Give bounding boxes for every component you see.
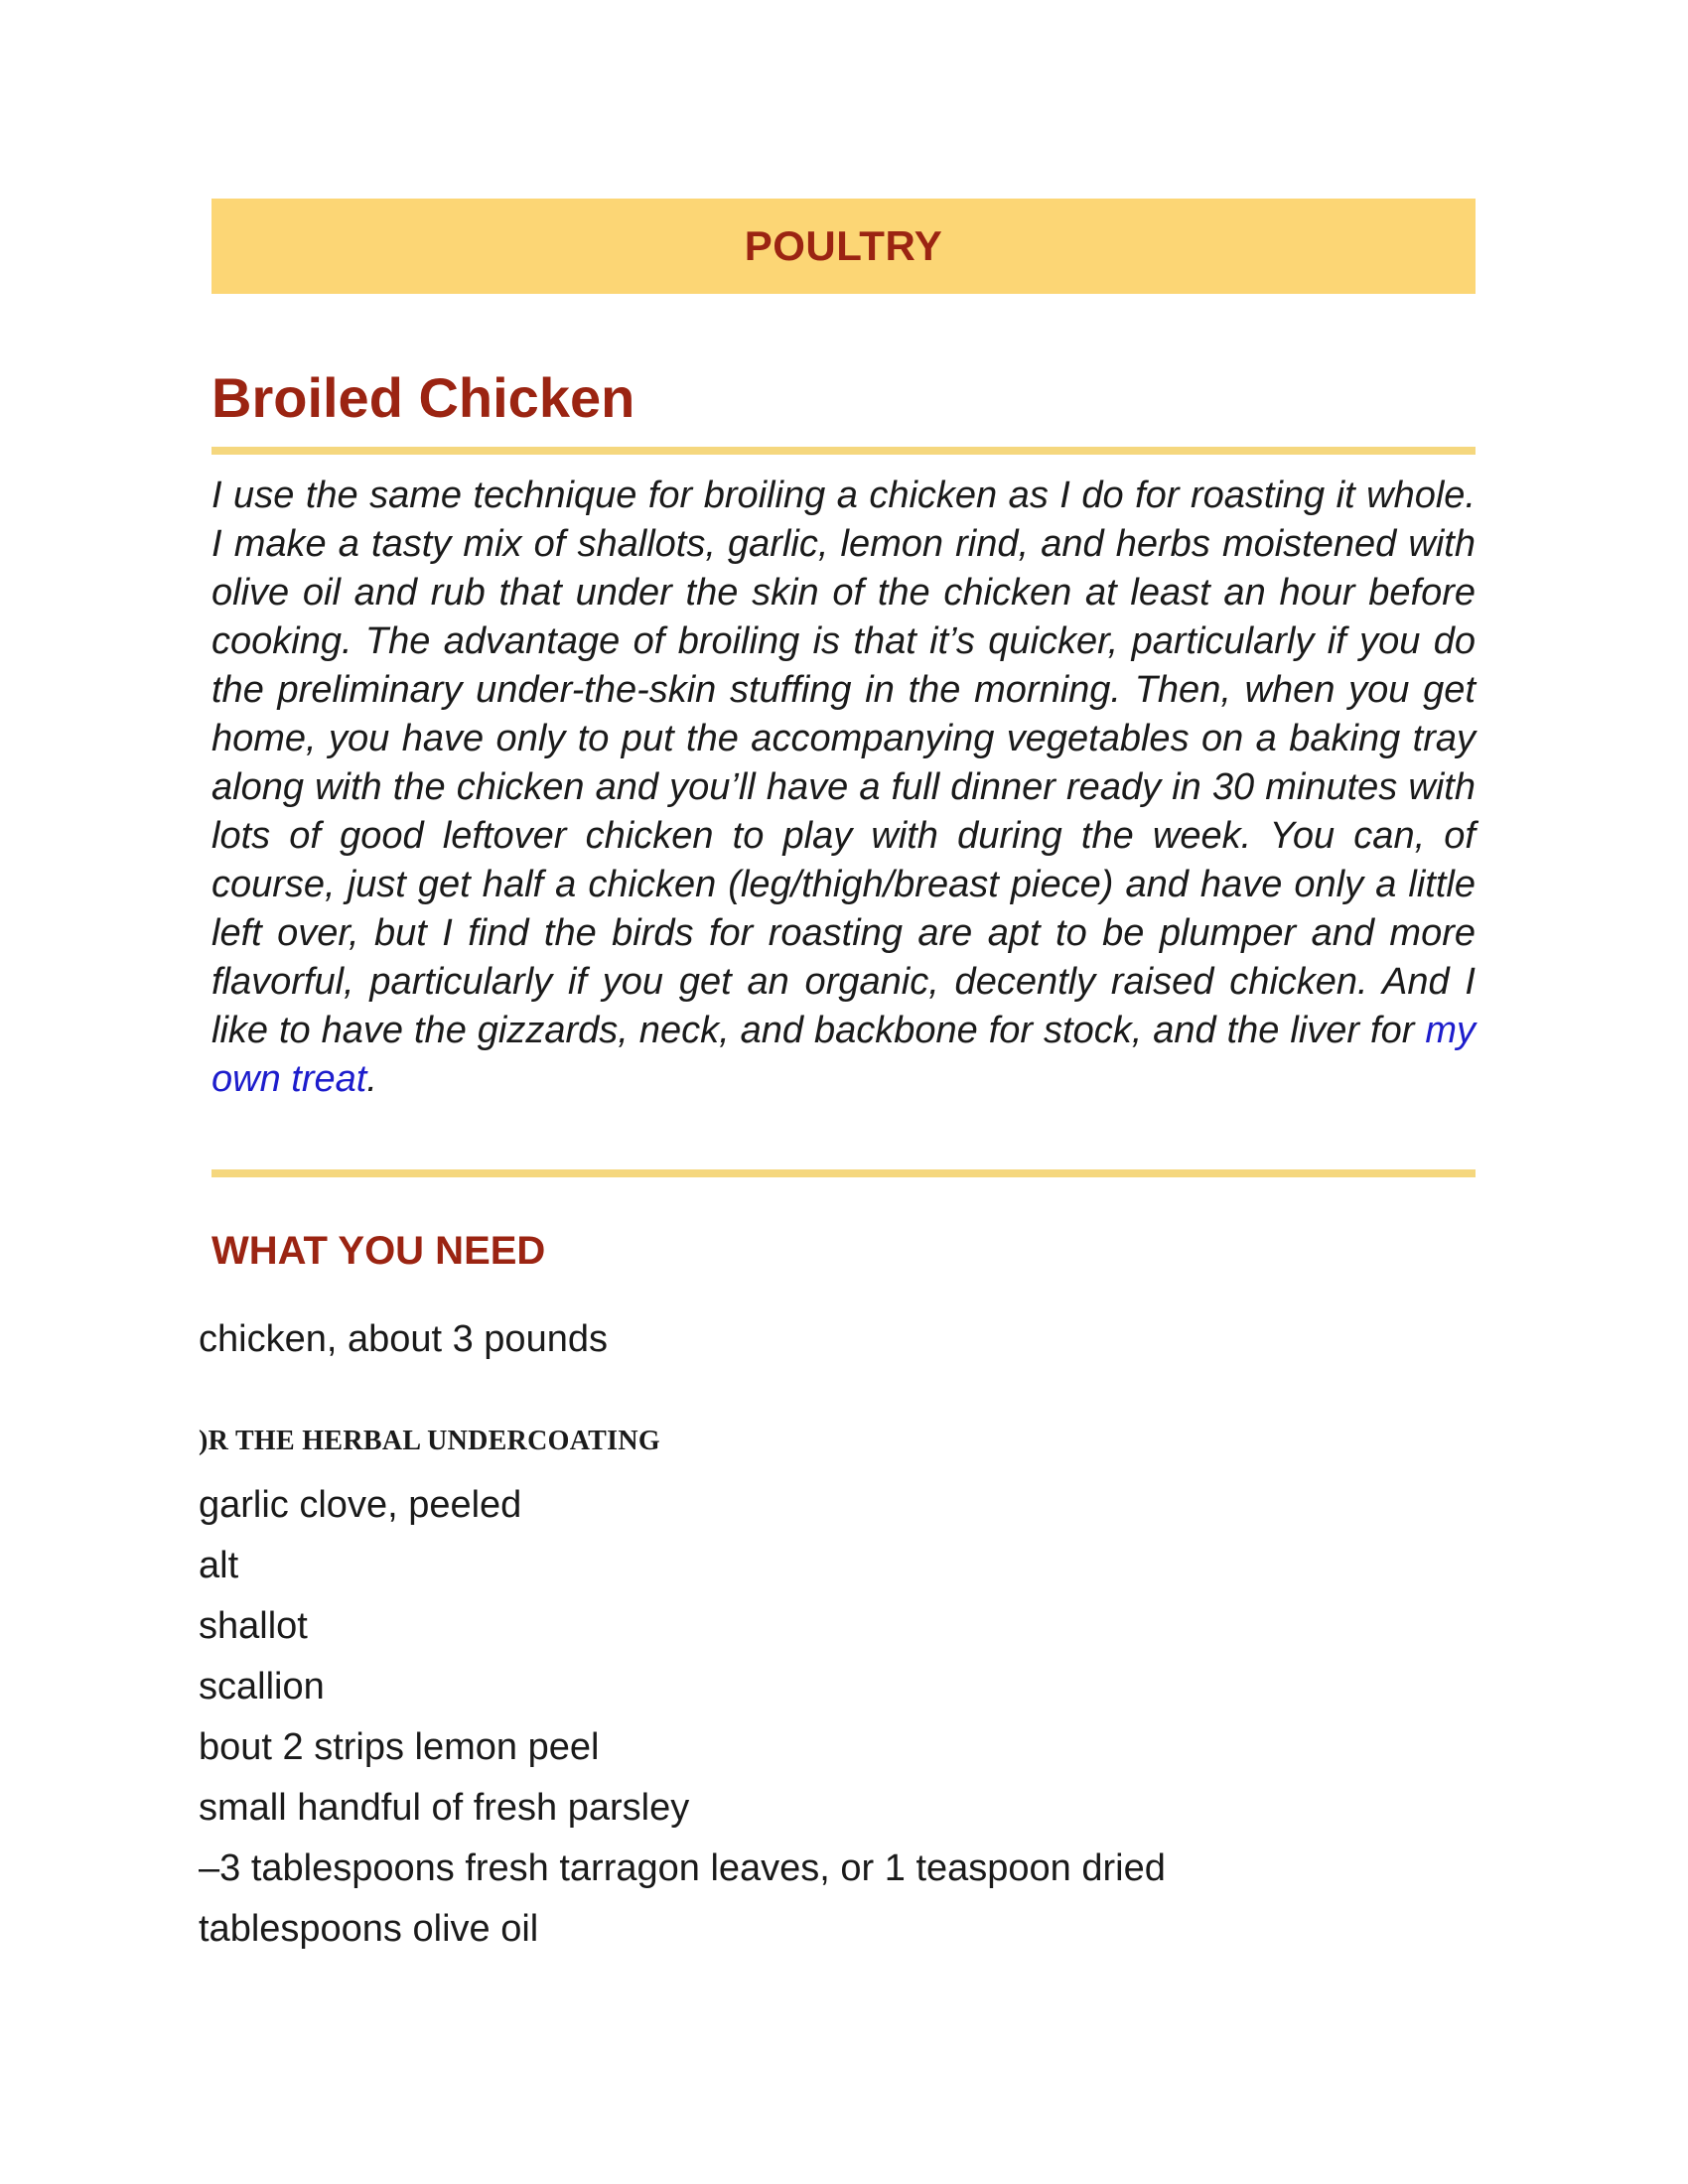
ingredient-parsley: small handful of fresh parsley — [199, 1787, 690, 1829]
ingredient-scallion: scallion — [199, 1666, 325, 1707]
ingredient-olive-oil: tablespoons olive oil — [199, 1908, 539, 1950]
top-divider — [211, 447, 1476, 455]
ingredient-garlic: garlic clove, peeled — [199, 1484, 522, 1526]
recipe-intro — [211, 472, 1476, 1104]
category-title: POULTRY — [744, 222, 943, 269]
ingredient-salt: alt — [199, 1545, 239, 1586]
herbal-undercoating-heading: )R THE HERBAL UNDERCOATING — [199, 1426, 660, 1456]
ingredient-chicken: chicken, about 3 pounds — [199, 1318, 608, 1360]
ingredient-shallot: shallot — [199, 1605, 308, 1647]
ingredient-tarragon: –3 tablespoons fresh tarragon leaves, or 1 teaspoon dried — [199, 1847, 1166, 1889]
intro-end: . — [366, 1058, 377, 1100]
intro-text: I use the same technique for broiling a chicken as I do for roasting it whole. I make a tasty mix of shallots, garlic, lemon rind, and herbs moistened with olive oil and rub that under the skin of the chicken at least an hour before cooking. The advantage of broiling is that it’s quicker, particularly if you do the preliminary under-the-skin stuffing in the morning. Then, when you get home, you have only to put the accompanying vegetables on a baking tray along with the chicken and you’ll have a full dinner ready in 30 minutes with lots of good leftover chicken to play with during the week. You can, of course, just get half a chicken (leg/thigh/breast piece) and have only a little left over, but I find the birds for roasting are apt to be plumper and more flavorful, particularly if you get an organic, decently raised chicken. And I like to have the gizzards, neck, and backbone for stock, and the liver for — [211, 475, 1476, 1051]
own-treat-link[interactable]: my own treat — [211, 1010, 1476, 1100]
recipe-title: Broiled Chicken — [211, 366, 635, 429]
what-you-need-heading: WHAT YOU NEED — [211, 1229, 546, 1273]
category-banner — [211, 199, 1476, 294]
bottom-divider — [211, 1169, 1476, 1177]
ingredient-lemon-peel: bout 2 strips lemon peel — [199, 1726, 600, 1768]
